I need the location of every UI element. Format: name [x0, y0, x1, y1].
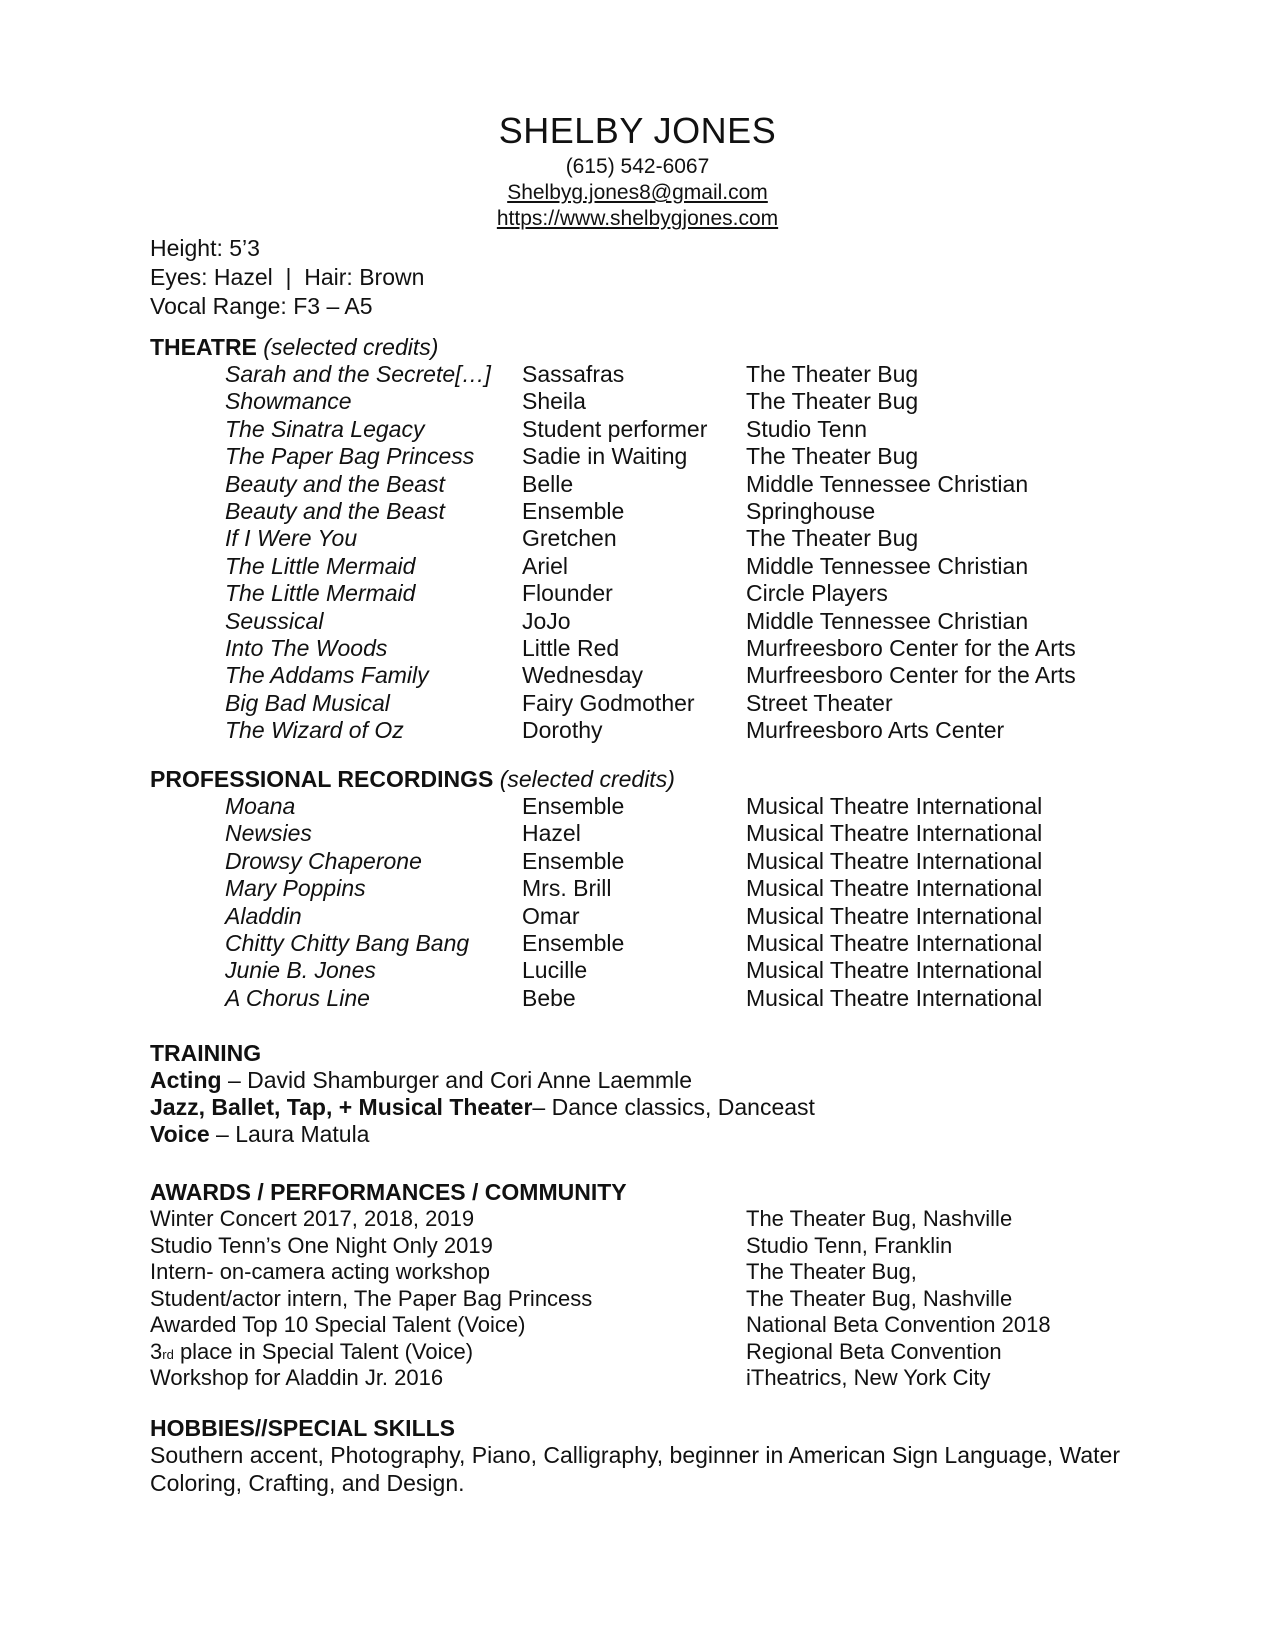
table-row — [0, 416, 1275, 443]
table-row — [0, 361, 1275, 388]
show-title: Showmance — [225, 388, 352, 415]
table-row — [0, 717, 1275, 744]
recordings-subtitle: (selected credits) — [499, 766, 675, 792]
show-title: Sarah and the Secrete[…] — [225, 361, 491, 387]
table-row — [0, 930, 1275, 957]
role: Gretchen — [522, 525, 617, 552]
show-title: A Chorus Line — [225, 984, 370, 1011]
training-dance — [150, 1094, 815, 1121]
table-row — [0, 662, 1275, 689]
phone-number: (615) 542-6067 — [565, 155, 710, 178]
training-dance-label: Jazz, Ballet, Tap, + Musical Theater — [150, 1094, 533, 1120]
venue: The Theater Bug — [746, 443, 919, 470]
award-venue: The Theater Bug, Nashville — [746, 1206, 1013, 1231]
third-place-suffix: rd — [162, 1346, 174, 1362]
venue: Street Theater — [746, 689, 893, 716]
table-row — [0, 553, 1275, 580]
training-dance-text: – Dance classics, Danceast — [532, 1094, 815, 1120]
show-title: The Addams Family — [225, 662, 429, 689]
table-row — [0, 443, 1275, 470]
recordings-heading — [150, 766, 675, 793]
role: Flounder — [522, 580, 613, 607]
physical-stats — [150, 234, 424, 321]
show-title: The Little Mermaid — [225, 552, 416, 579]
training-section — [150, 1040, 815, 1148]
table-row — [0, 690, 1275, 717]
venue: Middle Tennessee Christian — [746, 470, 1029, 497]
table-row — [0, 498, 1275, 525]
show-title: Junie B. Jones — [225, 957, 376, 984]
venue: Musical Theatre International — [746, 847, 1043, 874]
venue: Musical Theatre International — [746, 902, 1043, 929]
list-item — [0, 1286, 1275, 1313]
role: Dorothy — [522, 717, 603, 744]
role: Ensemble — [522, 497, 625, 524]
venue: Musical Theatre International — [746, 875, 1043, 902]
award-text: Studio Tenn’s One Night Only 2019 — [150, 1232, 493, 1258]
training-voice — [150, 1121, 815, 1148]
list-item — [0, 1259, 1275, 1286]
award-venue: National Beta Convention 2018 — [746, 1312, 1051, 1337]
table-row — [0, 793, 1275, 820]
training-acting-label: Acting — [150, 1067, 222, 1093]
show-title: Big Bad Musical — [225, 689, 390, 716]
role: Mrs. Brill — [522, 875, 612, 902]
role: Little Red — [522, 634, 620, 661]
venue: Middle Tennessee Christian — [746, 607, 1029, 634]
website-link[interactable]: https://www.shelbygjones.com — [496, 207, 779, 230]
list-item — [0, 1339, 1275, 1366]
venue: Circle Players — [746, 580, 888, 607]
awards-list — [0, 1206, 1275, 1392]
role: Sheila — [522, 388, 586, 415]
role: Ensemble — [522, 929, 625, 956]
theatre-heading — [150, 334, 438, 361]
show-title: The Sinatra Legacy — [225, 415, 425, 442]
training-title: TRAINING — [150, 1040, 262, 1066]
vocal-range-line: Vocal Range: F3 – A5 — [150, 293, 373, 319]
venue: Musical Theatre International — [746, 820, 1043, 847]
show-title: The Wizard of Oz — [225, 717, 404, 744]
venue: Murfreesboro Center for the Arts — [746, 662, 1076, 689]
award-venue: The Theater Bug, Nashville — [746, 1285, 1013, 1311]
venue: Musical Theatre International — [746, 984, 1043, 1011]
theatre-title: THEATRE — [150, 334, 257, 360]
award-venue: iTheatrics, New York City — [746, 1365, 991, 1390]
award-venue: The Theater Bug, — [746, 1259, 917, 1284]
recordings-title: PROFESSIONAL RECORDINGS — [150, 766, 494, 792]
table-row — [0, 820, 1275, 847]
eyes-hair-line: Eyes: Hazel | Hair: Brown — [150, 264, 425, 290]
resume-name: SHELBY JONES — [498, 110, 777, 151]
theatre-credits — [0, 361, 1275, 744]
table-row — [0, 957, 1275, 984]
show-title: If I Were You — [225, 525, 358, 552]
table-row — [0, 875, 1275, 902]
email-link[interactable]: Shelbyg.jones8@gmail.com — [507, 181, 768, 204]
award-text: Workshop for Aladdin Jr. 2016 — [150, 1365, 444, 1390]
award-text: Student/actor intern, The Paper Bag Princess — [150, 1285, 593, 1311]
role: Belle — [522, 470, 574, 497]
training-acting-text: – David Shamburger and Cori Anne Laemmle — [221, 1067, 693, 1093]
award-text: Awarded Top 10 Special Talent (Voice) — [150, 1312, 526, 1337]
award-text: Winter Concert 2017, 2018, 2019 — [150, 1206, 475, 1231]
award-text: Intern- on-camera acting workshop — [150, 1259, 490, 1284]
award-text: place in Special Talent (Voice) — [179, 1338, 474, 1364]
table-row — [0, 525, 1275, 552]
show-title: Seussical — [225, 607, 324, 634]
awards-title: AWARDS / PERFORMANCES / COMMUNITY — [150, 1179, 627, 1205]
list-item — [0, 1312, 1275, 1339]
venue: The Theater Bug — [746, 525, 919, 552]
show-title: Beauty and the Beast — [225, 497, 445, 524]
role: Sadie in Waiting — [522, 443, 688, 470]
show-title: Mary Poppins — [225, 875, 366, 902]
venue: Murfreesboro Center for the Arts — [746, 634, 1076, 661]
award-venue: Studio Tenn, Franklin — [746, 1232, 953, 1258]
role: Ensemble — [522, 793, 625, 819]
table-row — [0, 635, 1275, 662]
role: Omar — [522, 902, 580, 929]
venue: The Theater Bug — [746, 388, 919, 415]
role: Hazel — [522, 820, 581, 847]
show-title: Chitty Chitty Bang Bang — [225, 929, 470, 956]
venue: Springhouse — [746, 497, 876, 524]
role: Wednesday — [522, 662, 644, 689]
venue: The Theater Bug — [746, 361, 919, 387]
venue: Murfreesboro Arts Center — [746, 717, 1005, 744]
role: Sassafras — [522, 361, 625, 387]
table-row — [0, 608, 1275, 635]
list-item — [0, 1365, 1275, 1392]
training-acting — [150, 1067, 815, 1094]
show-title: Moana — [225, 793, 296, 819]
role: Bebe — [522, 984, 576, 1011]
show-title: Drowsy Chaperone — [225, 847, 422, 874]
table-row — [0, 580, 1275, 607]
role: Ensemble — [522, 847, 625, 874]
role: JoJo — [522, 607, 571, 634]
show-title: Aladdin — [225, 902, 302, 929]
hobbies-text: Southern accent, Photography, Piano, Calligraphy, beginner in American Sign Language, Water Coloring, Crafting, and Design. — [150, 1442, 1121, 1496]
venue: Musical Theatre International — [746, 957, 1043, 984]
table-row — [0, 471, 1275, 498]
award-text-third-place — [150, 1339, 473, 1369]
list-item — [0, 1233, 1275, 1260]
show-title: Newsies — [225, 820, 312, 847]
show-title: Beauty and the Beast — [225, 470, 445, 497]
role: Student performer — [522, 415, 708, 442]
role: Ariel — [522, 552, 569, 579]
height-line: Height: 5’3 — [150, 235, 260, 261]
training-voice-label: Voice — [150, 1121, 210, 1147]
award-venue: Regional Beta Convention — [746, 1338, 1002, 1364]
training-voice-text: – Laura Matula — [209, 1121, 370, 1147]
third-place-number: 3 — [150, 1338, 163, 1364]
recordings-credits — [0, 793, 1275, 1012]
table-row — [0, 388, 1275, 415]
show-title: Into The Woods — [225, 634, 388, 661]
venue: Middle Tennessee Christian — [746, 552, 1029, 579]
list-item — [0, 1206, 1275, 1233]
theatre-subtitle: (selected credits) — [263, 334, 439, 360]
hobbies-title: HOBBIES//SPECIAL SKILLS — [150, 1415, 456, 1441]
resume-header — [0, 108, 1275, 232]
show-title: The Paper Bag Princess — [225, 443, 475, 470]
venue: Studio Tenn — [746, 415, 868, 442]
table-row — [0, 848, 1275, 875]
table-row — [0, 985, 1275, 1012]
table-row — [0, 903, 1275, 930]
role: Lucille — [522, 957, 588, 984]
show-title: The Little Mermaid — [225, 580, 416, 607]
venue: Musical Theatre International — [746, 793, 1043, 819]
role: Fairy Godmother — [522, 689, 695, 716]
venue: Musical Theatre International — [746, 929, 1043, 956]
